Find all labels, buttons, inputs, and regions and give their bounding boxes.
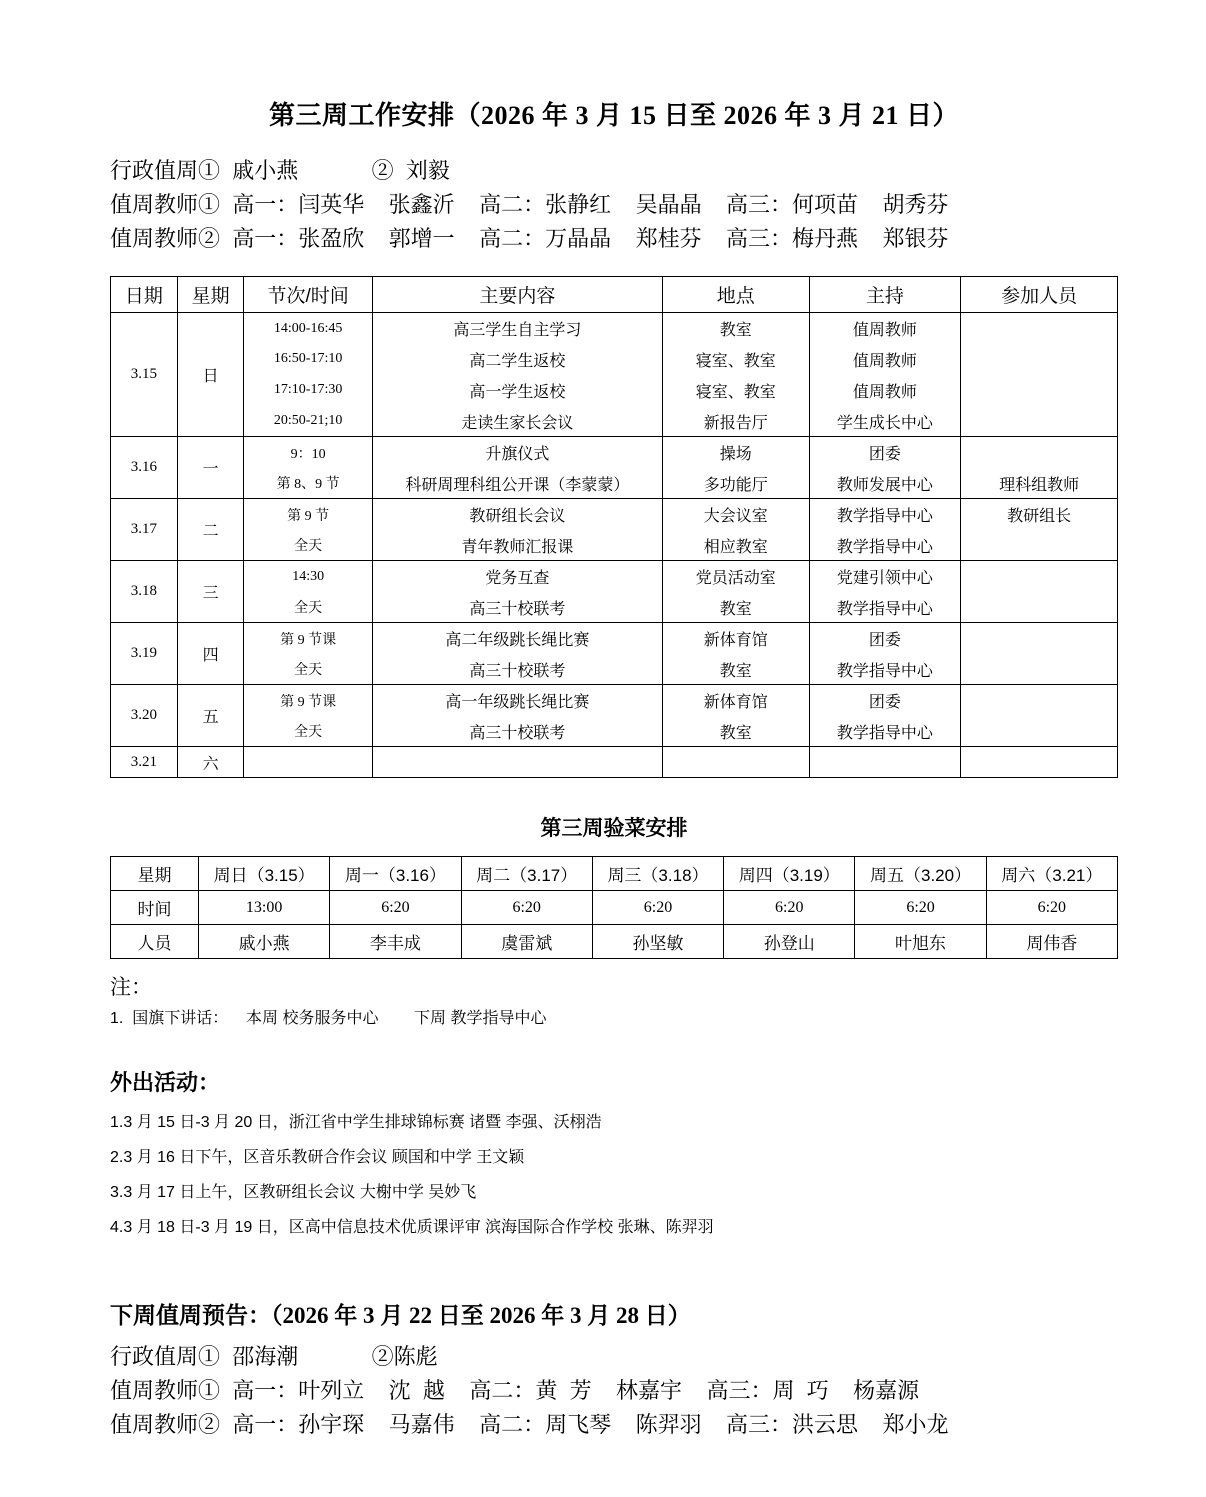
veg-cell: 孙登山	[724, 925, 855, 959]
col-header-period: 节次/时间	[244, 277, 372, 313]
cell-period: 全天	[244, 716, 372, 747]
cell-people	[961, 375, 1118, 406]
cell-date: 3.16	[111, 437, 178, 499]
cell-people	[961, 685, 1118, 716]
cell-place: 教室	[662, 654, 809, 685]
table-row	[111, 344, 1118, 375]
cell-people	[961, 561, 1118, 592]
note-label: 注：	[110, 975, 152, 1000]
cell-people	[961, 716, 1118, 747]
veg-cell: 6:20	[330, 891, 461, 925]
col-header-place: 地点	[662, 277, 809, 313]
table-row	[111, 530, 1118, 561]
veg-cell: 戚小燕	[199, 925, 330, 959]
duty-teacher-line-2: 值周教师② 高一：张盈欣 郭增一 高二：万晶晶 郑桂芬 高三：梅丹燕 郑银芬	[110, 226, 949, 252]
veg-row-time	[111, 891, 1118, 925]
veg-cell: 周五（3.20）	[855, 857, 986, 891]
cell-content: 高三十校联考	[372, 716, 662, 747]
table-row	[111, 747, 1118, 778]
cell-weekday: 四	[177, 623, 244, 685]
veg-cell: 周二（3.17）	[461, 857, 592, 891]
cell-content: 高二学生返校	[372, 344, 662, 375]
table-row	[111, 313, 1118, 344]
cell-place: 新体育馆	[662, 685, 809, 716]
next-week-title: 下周值周预告：（2026 年 3 月 22 日至 2026 年 3 月 28 日）	[110, 1303, 691, 1329]
veg-cell: 6:20	[986, 891, 1117, 925]
cell-date: 3.21	[111, 747, 178, 778]
cell-period: 16:50-17:10	[244, 344, 372, 375]
veg-row-label: 时间	[111, 891, 199, 925]
cell-place: 教室	[662, 592, 809, 623]
veg-row-label: 星期	[111, 857, 199, 891]
veg-row-label: 人员	[111, 925, 199, 959]
outside-activity-item-1: 1.3 月 15 日-3 月 20 日，浙江省中学生排球锦标赛 诸暨 李强、沃栩浩	[110, 1114, 602, 1132]
cell-period: 9：10	[244, 437, 372, 468]
weekly-schedule-body	[111, 313, 1118, 778]
duty-admin-line: 行政值周① 戚小燕 ② 刘毅	[110, 158, 450, 183]
cell-people	[961, 313, 1118, 344]
next-week-block	[110, 1340, 1118, 1442]
table-row	[111, 685, 1118, 716]
cell-content	[372, 747, 662, 778]
cell-host	[809, 747, 961, 778]
cell-weekday: 三	[177, 561, 244, 623]
cell-place: 寝室、教室	[662, 344, 809, 375]
table-row	[111, 561, 1118, 592]
table-row	[111, 406, 1118, 437]
cell-period: 全天	[244, 530, 372, 561]
cell-content: 教研组长会议	[372, 499, 662, 530]
cell-period	[244, 747, 372, 778]
cell-weekday: 日	[177, 313, 244, 437]
cell-content: 高一学生返校	[372, 375, 662, 406]
cell-place: 新报告厅	[662, 406, 809, 437]
cell-people	[961, 623, 1118, 654]
veg-row-weekday	[111, 857, 1118, 891]
outside-activity-item-3: 3.3 月 17 日上午，区教研组长会议 大榭中学 吴妙飞	[110, 1184, 477, 1202]
outside-activities-title: 外出活动：	[110, 1070, 221, 1096]
cell-weekday: 六	[177, 747, 244, 778]
cell-place: 党员活动室	[662, 561, 809, 592]
veg-cell: 周一（3.16）	[330, 857, 461, 891]
cell-place: 多功能厅	[662, 468, 809, 499]
cell-people	[961, 406, 1118, 437]
table-row	[111, 468, 1118, 499]
note-item-1: 1. 国旗下讲话： 本周 校务服务中心 下周 教学指导中心	[110, 1010, 547, 1028]
cell-date: 3.15	[111, 313, 178, 437]
cell-content: 走读生家长会议	[372, 406, 662, 437]
next-week-admin-line: 行政值周① 邵海潮 ②陈彪	[110, 1344, 438, 1370]
cell-content: 科研周理科组公开课（李蒙蒙）	[372, 468, 662, 499]
cell-host: 教学指导中心	[809, 499, 961, 530]
cell-place: 大会议室	[662, 499, 809, 530]
next-week-teacher-line-1: 值周教师① 高一：叶列立 沈 越 高二：黄 芳 林嘉宇 高三：周 巧 杨嘉源	[110, 1378, 920, 1404]
veg-cell: 虞雷斌	[461, 925, 592, 959]
cell-host: 团委	[809, 437, 961, 468]
cell-content: 党务互查	[372, 561, 662, 592]
duty-header-block	[110, 154, 1118, 256]
cell-host: 学生成长中心	[809, 406, 961, 437]
cell-people	[961, 530, 1118, 561]
cell-host: 值周教师	[809, 344, 961, 375]
duty-teacher-line-1: 值周教师① 高一：闫英华 张鑫沂 高二：张静红 吴晶晶 高三：何项苗 胡秀芬	[110, 192, 949, 218]
table-row	[111, 654, 1118, 685]
table-row	[111, 592, 1118, 623]
cell-people	[961, 654, 1118, 685]
cell-content: 升旗仪式	[372, 437, 662, 468]
veg-cell: 李丰成	[330, 925, 461, 959]
cell-place: 相应教室	[662, 530, 809, 561]
veg-cell: 6:20	[461, 891, 592, 925]
table-row	[111, 437, 1118, 468]
veg-cell: 周三（3.18）	[592, 857, 723, 891]
cell-content: 高三十校联考	[372, 654, 662, 685]
cell-host: 教学指导中心	[809, 592, 961, 623]
veg-cell: 孙坚敏	[592, 925, 723, 959]
cell-period: 全天	[244, 592, 372, 623]
cell-content: 高三学生自主学习	[372, 313, 662, 344]
table-row	[111, 623, 1118, 654]
cell-host: 教学指导中心	[809, 654, 961, 685]
veg-section-title: 第三周验菜安排	[540, 816, 688, 841]
cell-date: 3.19	[111, 623, 178, 685]
cell-host: 教师发展中心	[809, 468, 961, 499]
col-header-content: 主要内容	[372, 277, 662, 313]
cell-host: 值周教师	[809, 313, 961, 344]
cell-people	[961, 344, 1118, 375]
cell-people	[961, 437, 1118, 468]
cell-place: 教室	[662, 716, 809, 747]
cell-content: 高二年级跳长绳比赛	[372, 623, 662, 654]
veg-cell: 叶旭东	[855, 925, 986, 959]
cell-host: 值周教师	[809, 375, 961, 406]
cell-place: 寝室、教室	[662, 375, 809, 406]
veg-cell: 周六（3.21）	[986, 857, 1117, 891]
table-row	[111, 375, 1118, 406]
veg-cell: 周日（3.15）	[199, 857, 330, 891]
veg-inspection-table	[110, 856, 1118, 959]
veg-cell: 13:00	[199, 891, 330, 925]
weekly-schedule-table	[110, 276, 1118, 778]
cell-date: 3.17	[111, 499, 178, 561]
cell-period: 17:10-17:30	[244, 375, 372, 406]
cell-weekday: 五	[177, 685, 244, 747]
cell-host: 团委	[809, 623, 961, 654]
cell-date: 3.20	[111, 685, 178, 747]
cell-period: 20:50-21;10	[244, 406, 372, 437]
cell-period: 第 9 节课	[244, 623, 372, 654]
col-header-date: 日期	[111, 277, 178, 313]
cell-content: 高三十校联考	[372, 592, 662, 623]
cell-date: 3.18	[111, 561, 178, 623]
cell-content: 高一年级跳长绳比赛	[372, 685, 662, 716]
cell-people	[961, 747, 1118, 778]
veg-cell: 6:20	[592, 891, 723, 925]
cell-host: 教学指导中心	[809, 716, 961, 747]
cell-weekday: 一	[177, 437, 244, 499]
col-header-weekday: 星期	[177, 277, 244, 313]
col-header-people: 参加人员	[961, 277, 1118, 313]
next-week-teacher-line-2: 值周教师② 高一：孙宇琛 马嘉伟 高二：周飞琴 陈羿羽 高三：洪云思 郑小龙	[110, 1412, 949, 1438]
cell-period: 全天	[244, 654, 372, 685]
cell-people: 理科组教师	[961, 468, 1118, 499]
col-header-host: 主持	[809, 277, 961, 313]
cell-place: 操场	[662, 437, 809, 468]
cell-period: 第 9 节课	[244, 685, 372, 716]
cell-host: 党建引领中心	[809, 561, 961, 592]
veg-table-body	[111, 857, 1118, 959]
table-header-row	[111, 277, 1118, 313]
cell-period: 14:30	[244, 561, 372, 592]
outside-activity-item-2: 2.3 月 16 日下午，区音乐教研合作会议 顾国和中学 王文颖	[110, 1149, 525, 1167]
veg-cell: 周伟香	[986, 925, 1117, 959]
cell-people	[961, 592, 1118, 623]
cell-period: 第 9 节	[244, 499, 372, 530]
cell-period: 14:00-16:45	[244, 313, 372, 344]
cell-host: 团委	[809, 685, 961, 716]
table-row	[111, 716, 1118, 747]
cell-weekday: 二	[177, 499, 244, 561]
cell-host: 教学指导中心	[809, 530, 961, 561]
table-row	[111, 499, 1118, 530]
veg-cell: 6:20	[724, 891, 855, 925]
veg-cell: 6:20	[855, 891, 986, 925]
cell-place: 新体育馆	[662, 623, 809, 654]
veg-cell: 周四（3.19）	[724, 857, 855, 891]
cell-place	[662, 747, 809, 778]
outside-activity-item-4: 4.3 月 18 日-3 月 19 日，区高中信息技术优质课评审 滨海国际合作学校 张琳、陈羿羽	[110, 1219, 714, 1237]
page-title: 第三周工作安排（2026 年 3 月 15 日至 2026 年 3 月 21 日）	[268, 101, 959, 130]
cell-place: 教室	[662, 313, 809, 344]
cell-period: 第 8、9 节	[244, 468, 372, 499]
cell-people: 教研组长	[961, 499, 1118, 530]
veg-row-person	[111, 925, 1118, 959]
cell-content: 青年教师汇报课	[372, 530, 662, 561]
